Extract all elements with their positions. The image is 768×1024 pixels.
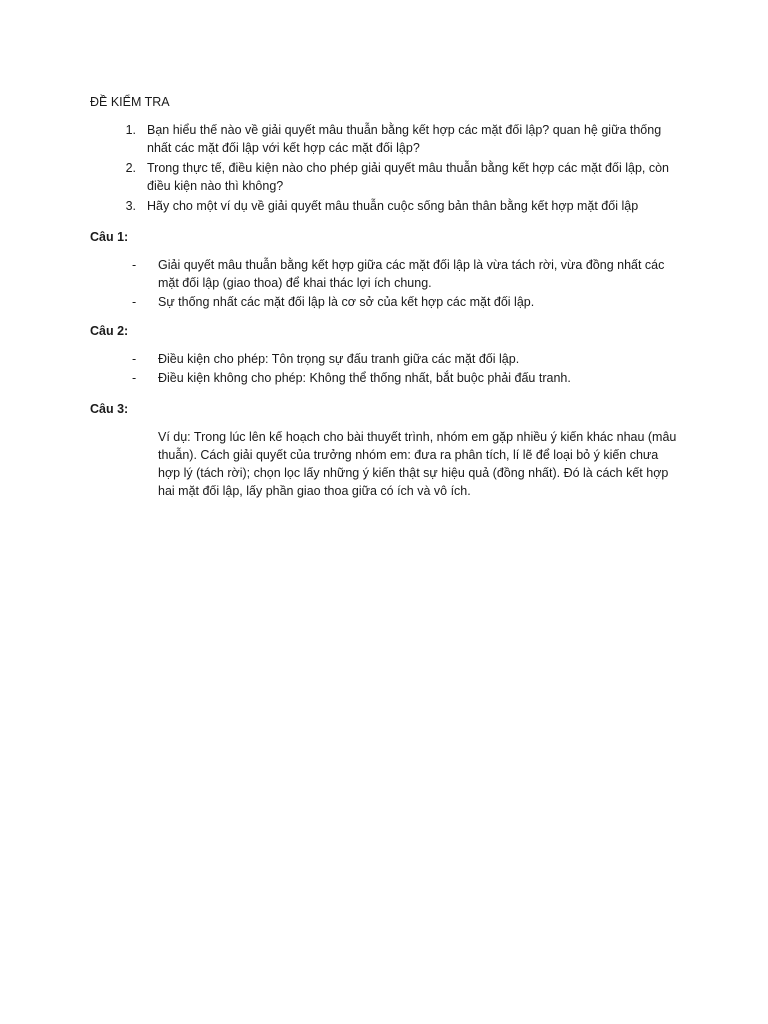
question-item xyxy=(90,121,680,157)
question-item xyxy=(90,197,680,215)
question-text: Hãy cho một ví dụ về giải quyết mâu thuẫn cuộc sống bản thân bằng kết hợp mặt đối lập xyxy=(147,199,639,213)
answer-1-heading: Câu 1: xyxy=(90,230,129,244)
question-text: Bạn hiểu thế nào về giải quyết mâu thuẫn bằng kết hợp các mặt đối lập? quan hệ giữa thống nhất các mặt đối lập với kết hợp các mặt đối lập? xyxy=(147,123,662,155)
question-number: 1. xyxy=(125,123,136,137)
document-title: ĐỀ KIỂM TRA xyxy=(90,95,170,109)
question-number: 2. xyxy=(125,161,136,175)
bullet-text: Điều kiện không cho phép: Không thể thống nhất, bắt buộc phải đấu tranh. xyxy=(158,371,571,385)
bullet-item xyxy=(132,350,672,368)
bullet-dash: - xyxy=(132,371,137,385)
answer-3-heading: Câu 3: xyxy=(90,402,129,416)
bullet-dash: - xyxy=(132,258,137,272)
bullet-item xyxy=(132,369,672,387)
question-text: Trong thực tế, điều kiện nào cho phép giải quyết mâu thuẫn bằng kết hợp các mặt đối lập, còn điều kiện nào thì không? xyxy=(147,161,669,193)
bullet-dash: - xyxy=(132,295,137,309)
answer-2-bullets xyxy=(132,350,672,388)
answer-1-bullets xyxy=(132,256,672,312)
bullet-text: Sự thống nhất các mặt đối lập là cơ sở của kết hợp các mặt đối lập. xyxy=(158,295,535,309)
answer-3-example: Ví dụ: Trong lúc lên kế hoạch cho bài thuyết trình, nhóm em gặp nhiều ý kiến khác nhau (mâu thuẫn). Cách giải quyết của trưởng nhóm em: đưa ra phân tích, lí lẽ để loại bỏ ý kiến chưa hợp lý (tách rời); chọn lọc lấy những ý kiến thật sự hiệu quả (đồng nhất). Đó là cách kết hợp hai mặt đối lập, lấy phần giao thoa giữa có ích và vô ích. xyxy=(158,430,677,498)
bullet-item xyxy=(132,256,672,292)
bullet-item xyxy=(132,293,672,311)
answer-2-heading: Câu 2: xyxy=(90,324,129,338)
question-number: 3. xyxy=(125,199,136,213)
bullet-dash: - xyxy=(132,352,137,366)
bullet-text: Điều kiện cho phép: Tôn trọng sự đấu tranh giữa các mặt đối lập. xyxy=(158,352,520,366)
bullet-text: Giải quyết mâu thuẫn bằng kết hợp giữa các mặt đối lập là vừa tách rời, vừa đồng nhất các mặt đối lập (giao thoa) để khai thác lợi ích chung. xyxy=(158,258,665,290)
question-list xyxy=(90,121,680,217)
question-item xyxy=(90,159,680,195)
